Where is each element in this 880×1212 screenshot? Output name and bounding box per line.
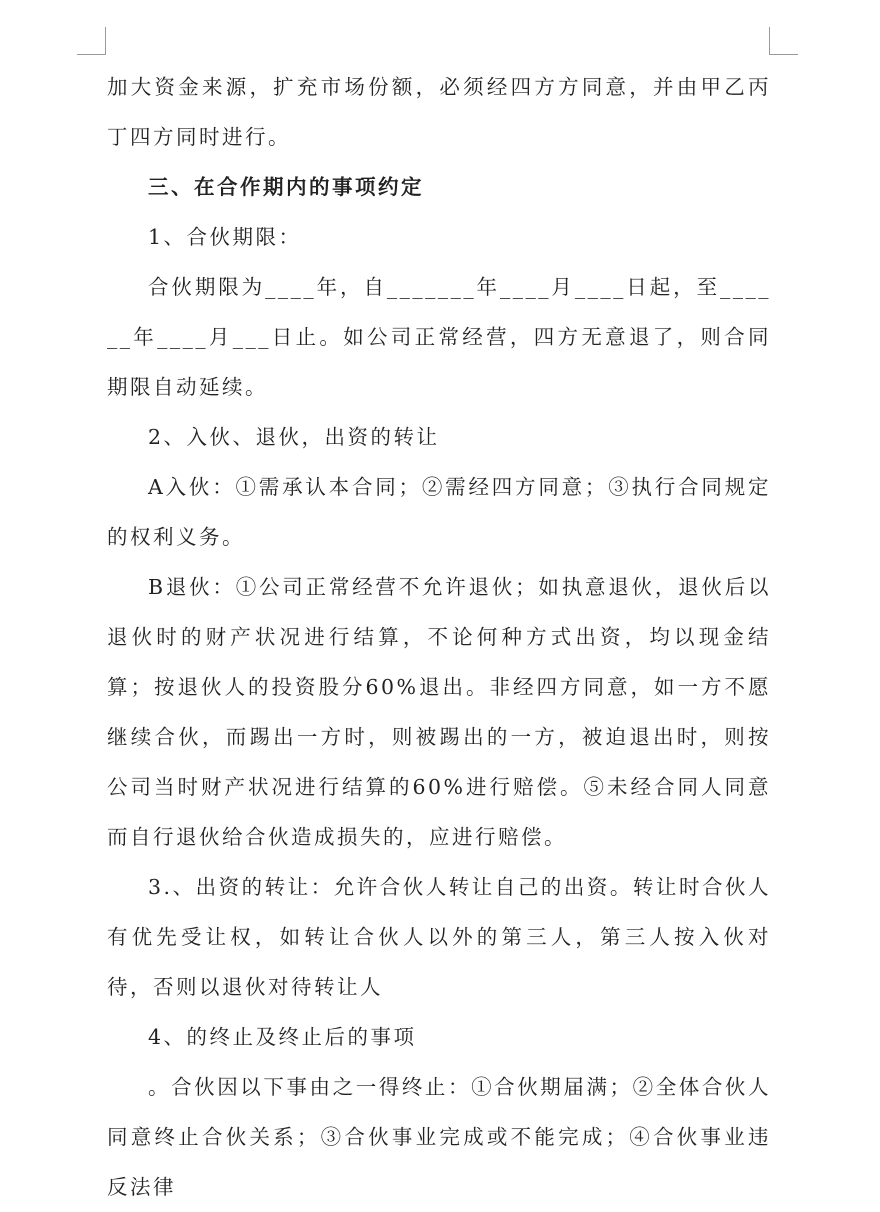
paragraph-continuation: 加大资金来源，扩充市场份额，必须经四方方同意，并由甲乙丙丁四方同时进行。 <box>107 75 771 149</box>
section-heading-cooperation-terms: 三、在合作期内的事项约定 <box>148 175 424 199</box>
crop-mark-top-right <box>769 54 798 55</box>
clause-heading-join-withdraw: 2、入伙、退伙，出资的转让 <box>148 425 440 449</box>
paragraph-capital-transfer: 3.、出资的转让：允许合伙人转让自己的出资。转让时合伙人有优先受让权，如转让合伙人以外的第三人，第三人按入伙对待，否则以退伙对待转让人 <box>107 875 771 999</box>
clause-heading-partnership-term: 1、合伙期限： <box>148 225 302 249</box>
crop-mark-top-right-vertical <box>769 27 770 55</box>
paragraph-joining: A入伙：①需承认本合同；②需经四方同意；③执行合同规定的权利义务。 <box>107 475 771 549</box>
paragraph-termination-reasons: 。合伙因以下事由之一得终止：①合伙期届满；②全体合伙人同意终止合伙关系；③合伙事业完成或不能完成；④合伙事业违反法律 <box>107 1075 771 1199</box>
clause-heading-termination: 4、的终止及终止后的事项 <box>148 1025 417 1049</box>
crop-mark-top-left <box>77 54 106 55</box>
paragraph-partnership-term: 合伙期限为____年，自_______年____月____日起，至______年____月___日止。如公司正常经营，四方无意退了，则合同期限自动延续。 <box>107 275 771 399</box>
document-body <box>107 62 771 1212</box>
paragraph-withdrawal: B退伙：①公司正常经营不允许退伙；如执意退伙，退伙后以退伙时的财产状况进行结算，不论何种方式出资，均以现金结算；按退伙人的投资股分60%退出。非经四方同意，如一方不愿继续合伙，而踢出一方时，则被踢出的一方，被迫退出时，则按公司当时财产状况进行结算的60%进行赔偿。⑤未经合同人同意而自行退伙给合伙造成损失的，应进行赔偿。 <box>107 575 771 849</box>
crop-mark-top-left-vertical <box>105 27 106 55</box>
